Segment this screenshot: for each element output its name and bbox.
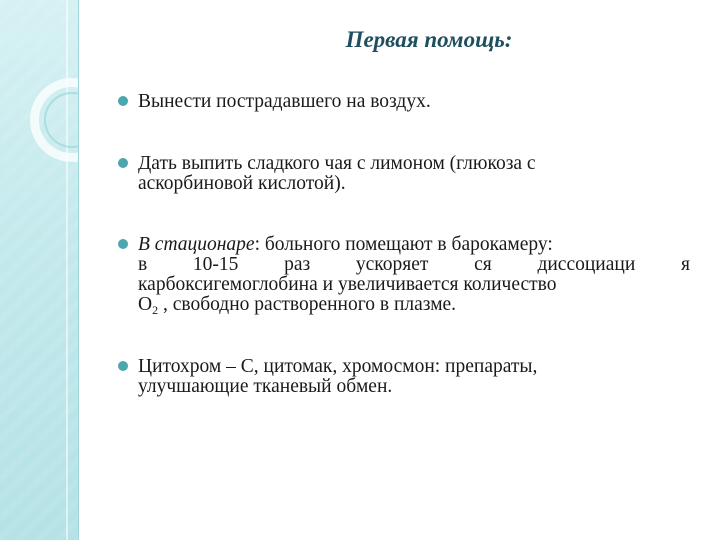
formula-subscript: 2 — [152, 303, 159, 317]
item-text-line: Дать выпить сладкого чая с лимоном (глюкоза с — [138, 153, 536, 174]
formula-symbol: O — [138, 294, 153, 315]
word: диссоциаци — [537, 254, 636, 275]
item-text-line: карбоксигемоглобина и увеличивается количество — [138, 274, 557, 295]
word: я — [680, 254, 690, 275]
bullet-icon — [118, 96, 128, 106]
word: ускоряет — [355, 254, 429, 275]
slide-title: Первая помощь: — [345, 27, 513, 52]
item-text-line: улучшающие тканевый обмен. — [138, 376, 393, 397]
item-emphasis: В стационаре — [138, 234, 255, 255]
decorative-side-band — [0, 0, 78, 540]
item-text-line: аскорбиновой кислотой). — [138, 173, 346, 194]
item-text-line — [138, 295, 668, 315]
word: раз — [284, 254, 311, 275]
bullet-list — [118, 91, 690, 397]
item-text-line: Цитохром – С, цитомак, хромосмон: препараты, — [138, 356, 538, 377]
bullet-icon — [118, 361, 128, 371]
list-item — [118, 92, 668, 112]
item-text-line-spread — [138, 255, 690, 275]
bullet-icon — [118, 158, 128, 168]
list-item — [118, 234, 690, 317]
list-item — [118, 154, 668, 194]
item-text: Вынести пострадавшего на воздух. — [138, 91, 431, 112]
item-text-fragment: : больного помещают в барокамеру: — [254, 234, 553, 255]
word: ся — [474, 254, 492, 275]
bullet-icon — [118, 239, 128, 249]
item-text-line — [138, 235, 668, 255]
word: 10-15 — [192, 254, 239, 275]
word: в — [138, 254, 148, 275]
side-band-edge — [78, 0, 79, 540]
list-item — [118, 357, 668, 397]
item-text-fragment: , свободно растворенного в плазме. — [158, 294, 457, 315]
